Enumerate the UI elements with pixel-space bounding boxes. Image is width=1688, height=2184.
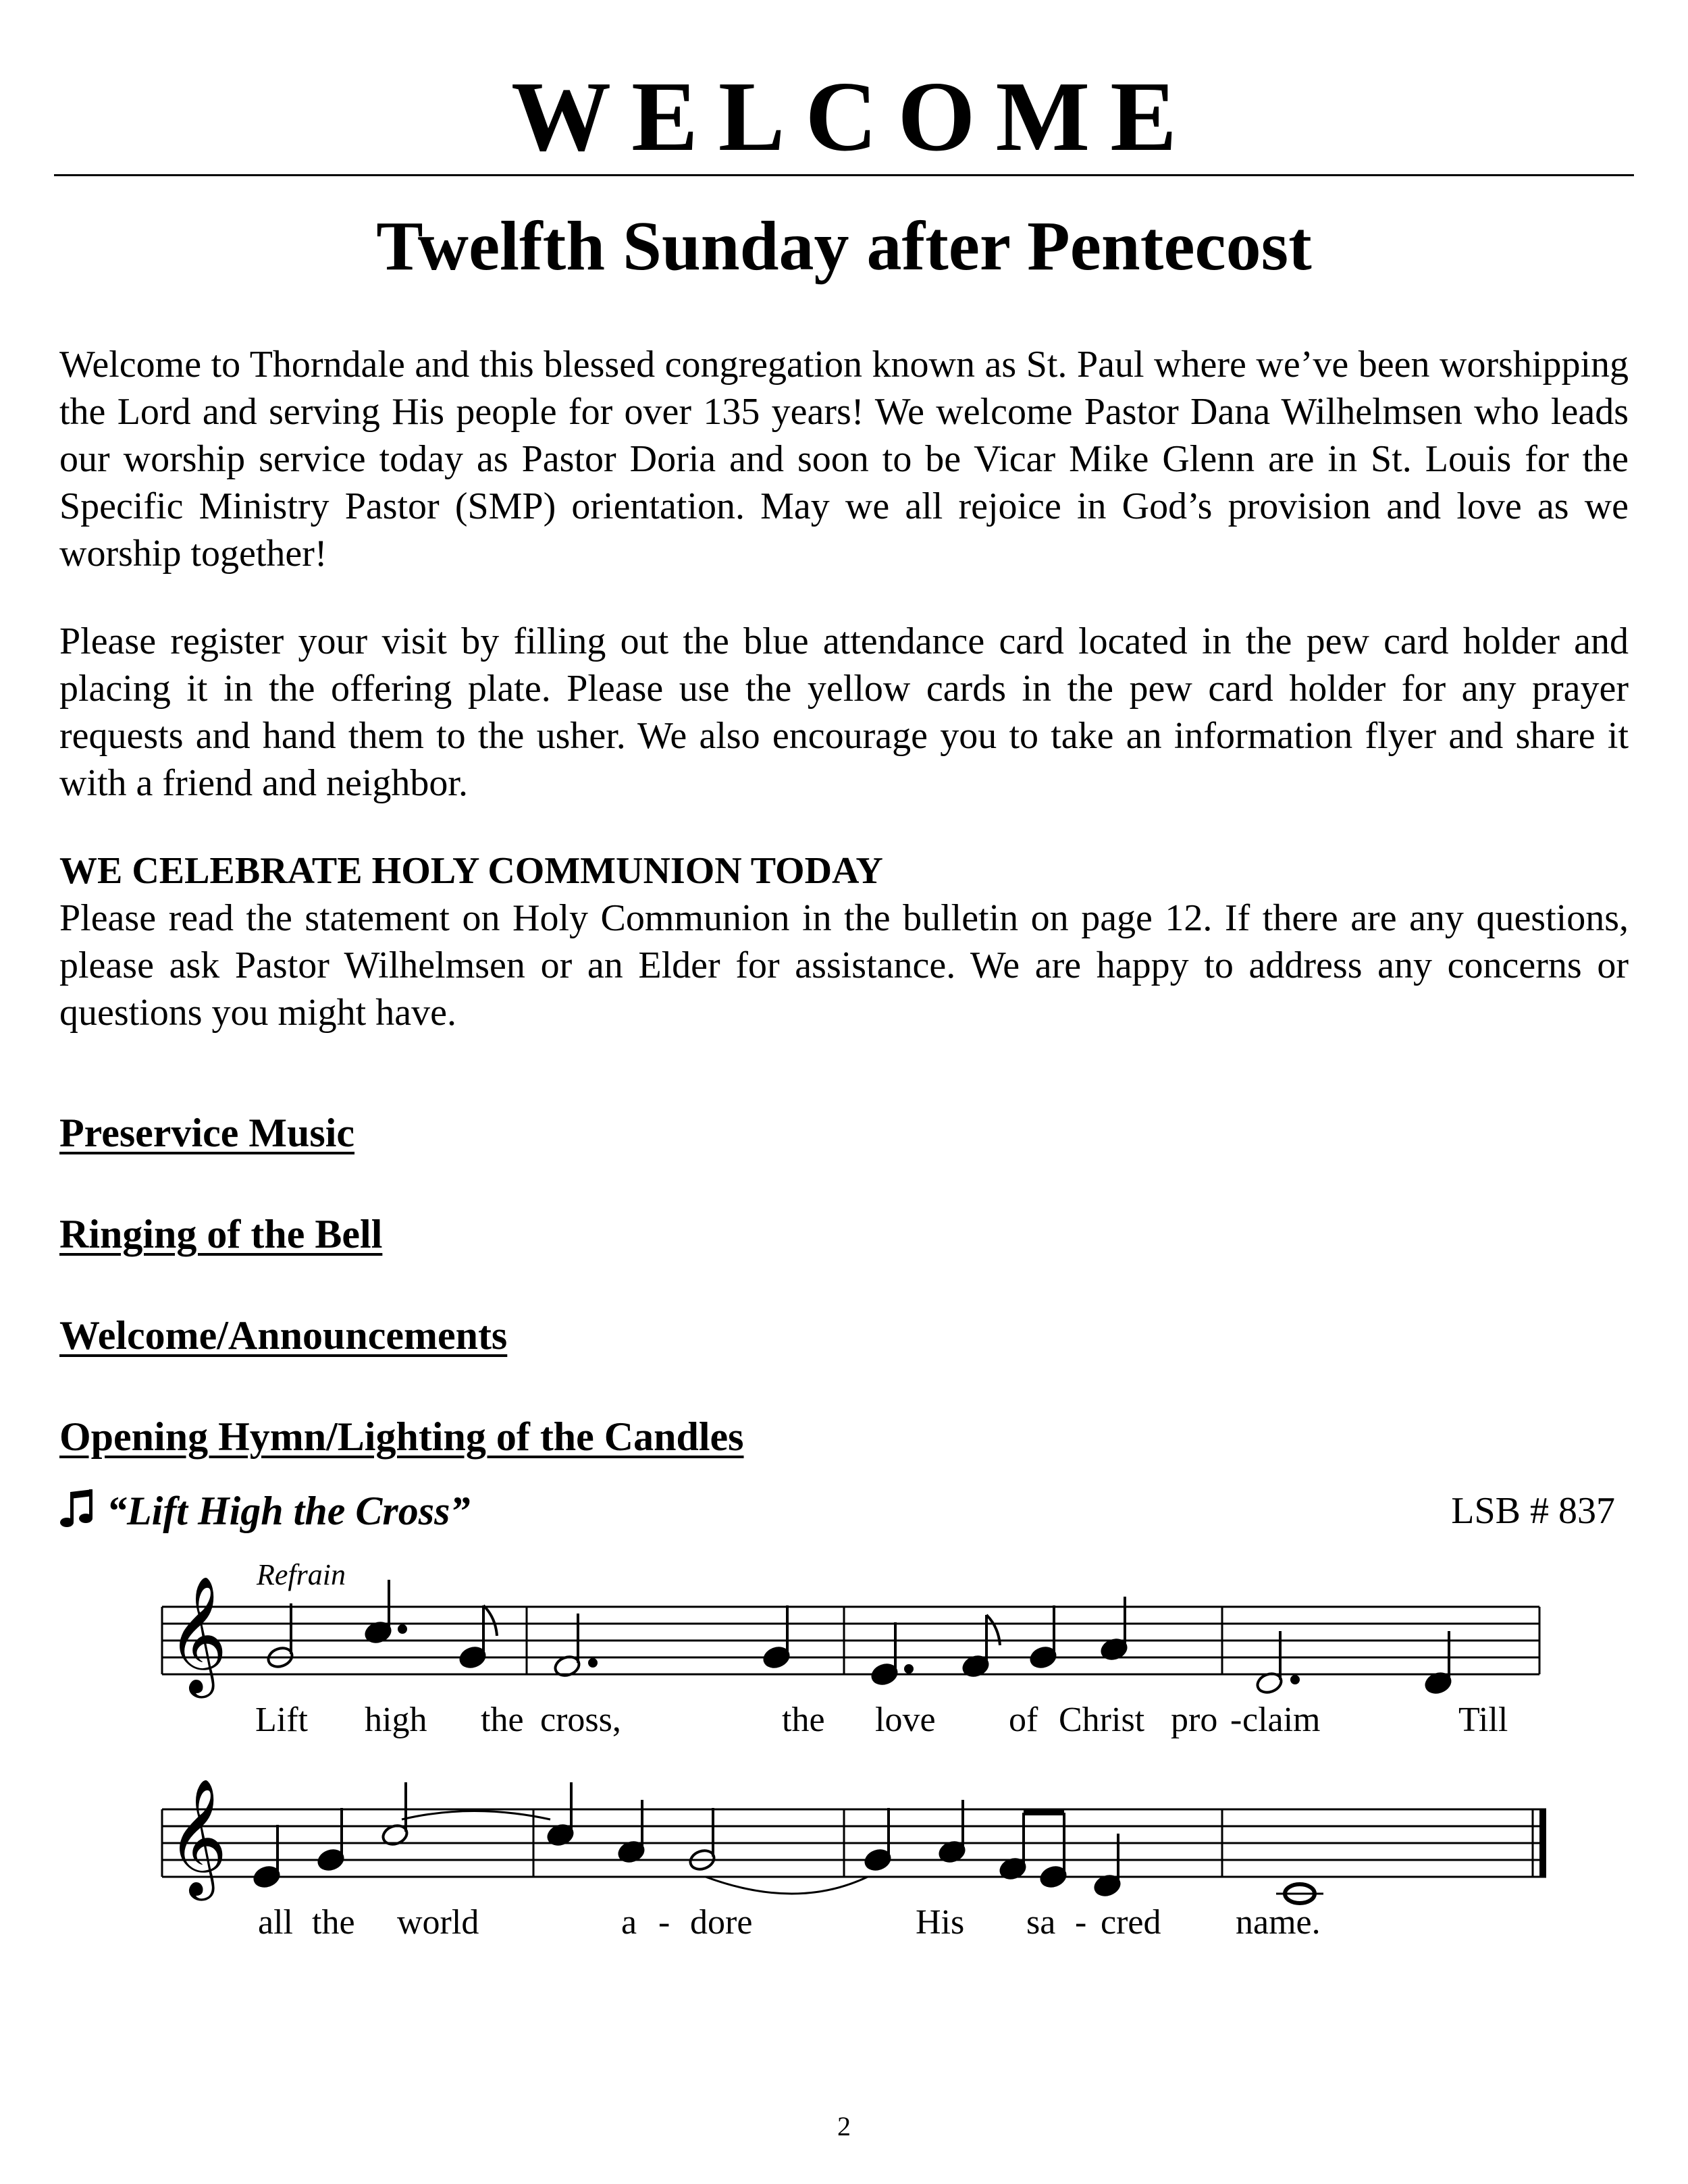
lyric-word: cross, (540, 1701, 621, 1739)
treble-clef-icon: 𝄞 (167, 1576, 228, 1693)
communion-heading: WE CELEBRATE HOLY COMMUNION TODAY (59, 850, 883, 892)
staff-1-notes (266, 1580, 1453, 1695)
lyric-word: world (397, 1903, 479, 1942)
section-preservice-music: Preservice Music (59, 1111, 355, 1155)
lyric-word: - (1230, 1701, 1242, 1739)
lyric-word: Christ (1059, 1701, 1145, 1739)
staff-2 (162, 1809, 1546, 1877)
section-welcome-announcements: Welcome/Announcements (59, 1313, 508, 1358)
section-ringing-of-the-bell: Ringing of the Bell (59, 1212, 383, 1256)
lyric-word: Lift (255, 1701, 308, 1739)
register-paragraph: Please register your visit by filling out the blue attendance card located in the pew card holder and placing it in the offering plate. Please use the yellow cards in the pew card holder for any prayer requests and hand them to the usher. We also encourage you to take an information flyer and share it with a friend and neighbor. (59, 620, 1629, 804)
lyric-word: His (916, 1903, 965, 1942)
music-note-icon (59, 1488, 97, 1531)
lyric-word: sa (1026, 1903, 1056, 1942)
refrain-label: Refrain (257, 1558, 346, 1591)
lyric-word: cred (1101, 1903, 1161, 1942)
section-opening-hymn: Opening Hymn/Lighting of the Candles (59, 1414, 744, 1459)
lyric-word: name. (1236, 1903, 1321, 1942)
lyric-word: of (1009, 1701, 1038, 1739)
lyric-word: - (658, 1903, 670, 1942)
lyric-word: the (312, 1903, 355, 1942)
page-subtitle: Twelfth Sunday after Pentecost (376, 207, 1312, 285)
page-title: WELCOME (511, 61, 1197, 172)
lyric-word: - (1075, 1903, 1087, 1942)
title-divider (54, 174, 1634, 176)
hymn-title: “Lift High the Cross” (107, 1489, 471, 1533)
lyric-word: pro (1171, 1701, 1218, 1739)
communion-paragraph: Please read the statement on Holy Communion in the bulletin on page 12. If there are any questions, please ask Pastor Wilhelmsen or an Elder for assistance. We are happy to address any concerns or questions you might have. (59, 897, 1629, 1034)
lyric-word: love (875, 1701, 936, 1739)
page-number: 2 (837, 2111, 851, 2141)
lyric-word: high (365, 1701, 427, 1739)
hymn-number: LSB # 837 (1451, 1490, 1615, 1532)
lyric-word: Till (1458, 1701, 1508, 1739)
lyric-word: dore (690, 1903, 753, 1942)
lyric-word: a (621, 1903, 637, 1942)
welcome-paragraph: Welcome to Thorndale and this blessed congregation known as St. Paul where we’ve been worshipping the Lord and serving His people for over 135 years! We welcome Pastor Dana Wilhelmsen who leads our worship service today as Pastor Doria and soon to be Vicar Mike Glenn are in St. Louis for the Specific Ministry Pastor (SMP) orientation. May we all rejoice in God’s provision and love as we worship together! (59, 344, 1629, 575)
lyric-word: claim (1242, 1701, 1321, 1739)
lyric-word: the (481, 1701, 524, 1739)
lyric-word: all (258, 1903, 293, 1942)
treble-clef-icon: 𝄞 (167, 1778, 228, 1896)
lyric-word: the (782, 1701, 825, 1739)
hymn-header (59, 1485, 1629, 1539)
